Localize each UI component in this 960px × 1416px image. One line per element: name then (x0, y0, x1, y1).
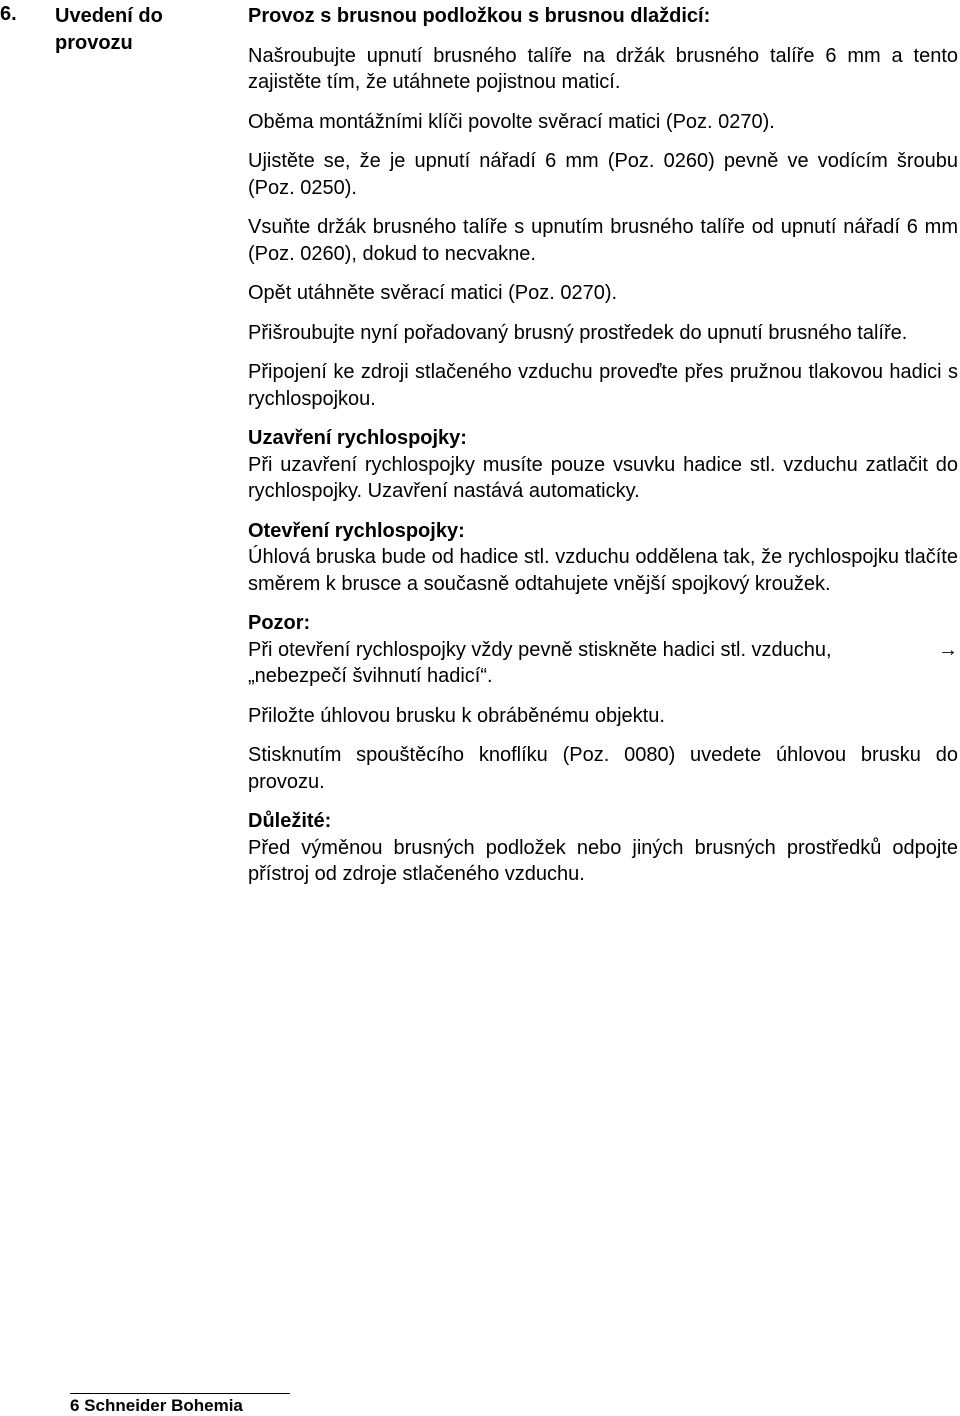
paragraph-check-clamp: Ujistěte se, že je upnutí nářadí 6 mm (Poz. 0260) pevně ve vodícím šroubu (Poz. 0250). (248, 150, 958, 199)
warning-text-line-1 (248, 637, 958, 664)
paragraph-start-grinder: Stisknutím spouštěcího knoflíku (Poz. 0080) uvedete úhlovou brusku do provozu. (248, 744, 958, 793)
warning-text: Při otevření rychlospojky vždy pevně stiskněte hadici stl. vzduchu, (248, 638, 832, 661)
footer-divider (70, 1393, 290, 1394)
paragraph-apply-grinder: Přiložte úhlovou brusku k obráběnému objektu. (248, 704, 665, 727)
paragraph-mount-holder: Našroubujte upnutí brusného talíře na držák brusného talíře 6 mm a tento zajistěte tím, že utáhnete pojistnou maticí. (248, 44, 958, 93)
heading-important: Důležité: (248, 810, 332, 832)
heading-close-coupling: Uzavření rychlospojky: (248, 427, 467, 449)
heading-open-coupling: Otevření rychlospojky: (248, 519, 465, 542)
section-title-line-2: provozu (55, 32, 133, 54)
paragraph-insert-holder: Vsuňte držák brusného talíře s upnutím brusného talíře od upnutí nářadí 6 mm (Poz. 0260), dokud to necvakne. (248, 216, 958, 265)
paragraph-tighten-nut: Opět utáhněte svěrací matici (Poz. 0270). (248, 282, 618, 304)
warning-text-line-2: „nebezpečí švihnutí hadicí“. (248, 665, 493, 687)
section-title (55, 3, 205, 57)
heading-warning: Pozor: (248, 612, 311, 634)
footer-page-label: 6 Schneider Bohemia (70, 1396, 243, 1415)
paragraph-open-coupling: Úhlová bruska bude od hadice stl. vzduchu oddělena tak, že rychlospojku tlačíte směrem k brusce a současně odtahujete vnější spojkový kroužek. (248, 546, 958, 595)
paragraph-loosen-nut: Oběma montážními klíči povolte svěrací matici (Poz. 0270). (248, 110, 775, 133)
section-title-line-1: Uvedení do (55, 5, 163, 27)
section-number: 6. (0, 3, 17, 25)
paragraph-screw-abrasive: Přišroubujte nyní pořadovaný brusný prostředek do upnutí brusného talíře. (248, 321, 908, 344)
content-title: Provoz s brusnou podložkou s brusnou dlaždicí: (248, 5, 711, 27)
section-content (248, 3, 958, 901)
warning-block (248, 637, 958, 690)
paragraph-important: Před výměnou brusných podložek nebo jiných brusných prostředků odpojte přístroj od zdroje stlačeného vzduchu. (248, 836, 958, 885)
right-arrow-icon: → (938, 638, 958, 661)
paragraph-air-connection: Připojení ke zdroji stlačeného vzduchu proveďte přes pružnou tlakovou hadici s rychlospojkou. (248, 361, 958, 410)
paragraph-close-coupling: Při uzavření rychlospojky musíte pouze vsuvku hadice stl. vzduchu zatlačit do rychlospojky. Uzavření nastává automaticky. (248, 453, 958, 502)
